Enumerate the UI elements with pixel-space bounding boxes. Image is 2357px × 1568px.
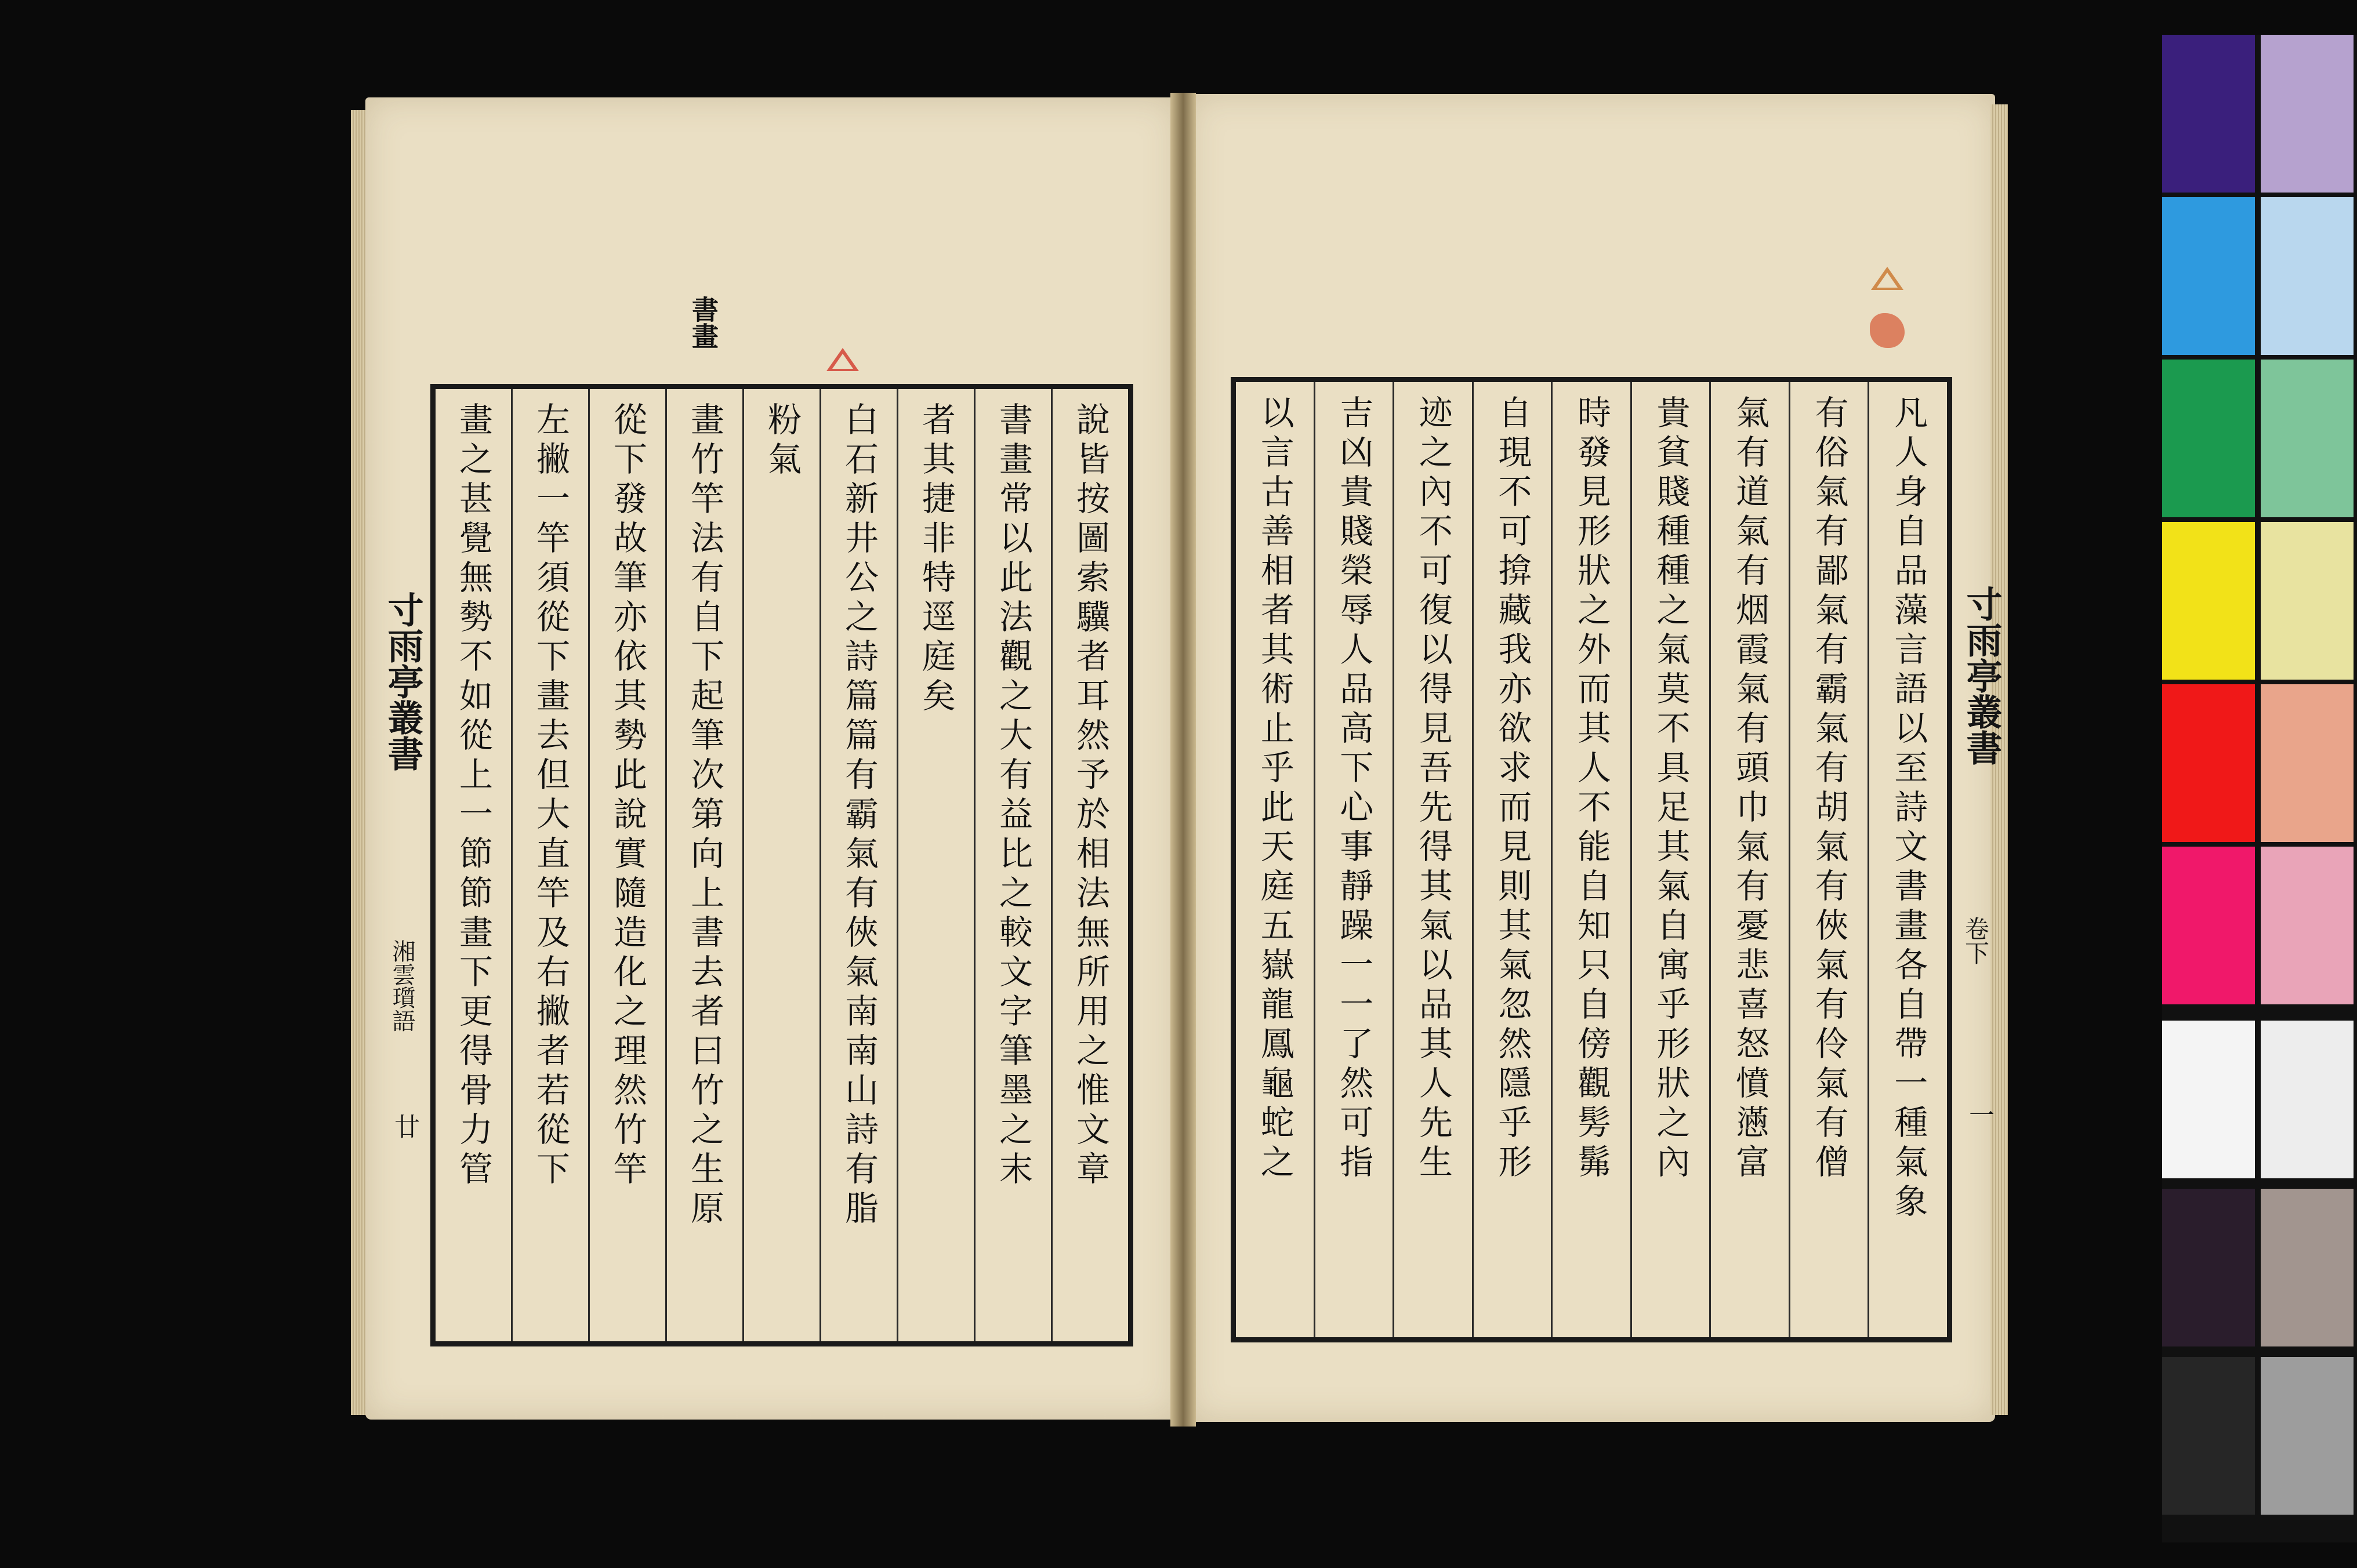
color-swatch: [2261, 1357, 2354, 1515]
color-swatch: [2162, 1357, 2255, 1515]
color-swatch: [2261, 684, 2354, 842]
color-swatch: [2261, 1189, 2354, 1346]
color-swatch: [2261, 847, 2354, 1004]
left-column-3: 者其捷非特逕庭矣: [897, 389, 974, 1341]
right-column-8: 吉凶貴賤榮辱人品高下心事靜躁一一了然可指: [1314, 382, 1393, 1337]
right-column-6: 自現不可揜藏我亦欲求而見則其氣忽然隱乎形: [1472, 382, 1551, 1337]
color-swatch: [2261, 522, 2354, 680]
book-gutter: [1170, 93, 1196, 1427]
right-text-frame: [1231, 377, 1952, 1342]
right-column-5: 時發見形狀之外而其人不能自知只自傍觀髣髴: [1551, 382, 1630, 1337]
color-swatch: [2162, 35, 2255, 193]
right-margin-book-title: 寸雨亭叢書: [1960, 586, 2003, 765]
left-text-frame: [430, 384, 1133, 1346]
left-column-4: 白石新井公之詩篇篇有霸氣有俠氣南南山詩有脂: [819, 389, 897, 1341]
color-calibration-card: [2162, 35, 2357, 1542]
red-triangle-mark: [826, 348, 859, 371]
right-column-7: 迹之內不可復以得見吾先得其氣以品其人先生: [1393, 382, 1472, 1337]
right-column-1: 凡人身自品藻言語以至詩文書畫各自帶一種氣象: [1868, 382, 1947, 1337]
right-column-2: 有俗氣有鄙氣有霸氣有胡氣有俠氣有伶氣有僧: [1789, 382, 1868, 1337]
color-swatch: [2261, 35, 2354, 193]
color-swatch: [2261, 360, 2354, 517]
right-column-4: 貴貧賤種種之氣莫不具足其氣自寓乎形狀之內: [1630, 382, 1710, 1337]
left-columns: [436, 389, 1128, 1341]
left-column-7: 從下發故筆亦依其勢此說實隨造化之理然竹竿: [588, 389, 665, 1341]
left-column-9: 畫之甚覺無勢不如從上一節節畫下更得骨力管: [454, 402, 493, 1190]
left-column-2: 書畫常以此法觀之大有益比之較文字筆墨之末: [974, 389, 1051, 1341]
right-column-9: 以言古善相者其術止乎此天庭五嶽龍鳳龜蛇之: [1254, 395, 1294, 1184]
color-swatch: [2162, 1189, 2255, 1346]
left-margin-page-number: 廿: [390, 1113, 419, 1139]
left-margin-chapter: 湘雲瓆語: [389, 939, 415, 1032]
color-swatch: [2162, 197, 2255, 355]
left-column-6: 畫竹竿法有自下起筆次第向上書去者曰竹之生原: [665, 389, 742, 1341]
right-column-3: 氣有道氣有烟霞氣有頭巾氣有憂悲喜怒憤懣富: [1709, 382, 1789, 1337]
right-margin-page-number: 一: [1964, 1102, 1994, 1127]
left-column-5: 粉氣: [742, 389, 819, 1341]
color-swatch: [2162, 360, 2255, 517]
orange-triangle-mark: [1871, 267, 1903, 290]
color-swatch: [2162, 847, 2255, 1004]
color-swatch: [2162, 684, 2255, 842]
left-column-1: 說皆按圖索驥者耳然予於相法無所用之惟文章: [1051, 389, 1128, 1341]
left-margin-book-title: 寸雨亭叢書: [382, 591, 424, 771]
color-swatch: [2261, 197, 2354, 355]
left-header-title: 書畫: [688, 296, 719, 349]
right-margin-volume: 卷下: [1961, 916, 1990, 965]
left-column-8: 左撇一竿須從下畫去但大直竿及右撇者若從下: [511, 389, 588, 1341]
color-swatch: [2162, 1021, 2255, 1178]
color-swatch: [2261, 1021, 2354, 1178]
color-swatch: [2162, 522, 2255, 680]
right-columns: [1236, 382, 1947, 1337]
